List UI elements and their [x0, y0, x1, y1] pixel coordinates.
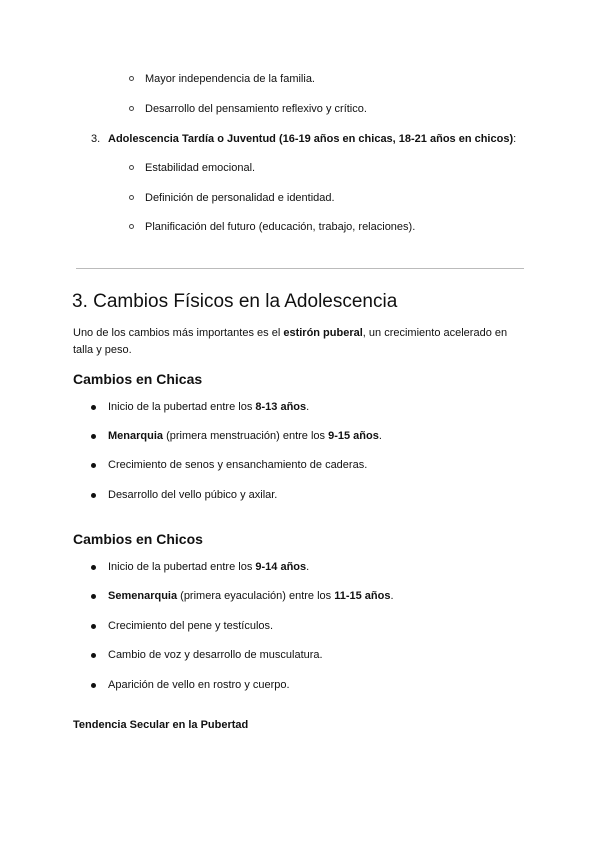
item-bold: 8-13 años — [255, 401, 307, 413]
item-text: (primera menstruación) entre los — [163, 430, 329, 442]
hollow-bullet-icon — [129, 224, 134, 229]
item-bold: Menarquia — [108, 430, 164, 442]
hollow-bullet-icon — [129, 76, 134, 81]
item-bold: Semenarquia — [108, 590, 178, 602]
list-item: Planificación del futuro (educación, trabajo, relaciones). — [145, 221, 416, 233]
list-item: Desarrollo del vello púbico y axilar. — [108, 489, 278, 501]
intro-bold: estirón puberal — [283, 327, 363, 339]
bullet-icon — [91, 405, 96, 410]
list-item: Crecimiento de senos y ensanchamiento de caderas. — [108, 459, 368, 471]
item-text: (primera eyaculación) entre los — [177, 590, 335, 602]
item-text: . — [306, 401, 310, 413]
intro-text-end: , un crecimiento acelerado en talla y peso. — [73, 327, 508, 356]
list-item: Estabilidad emocional. — [145, 162, 256, 174]
item-text: Inicio de la pubertad entre los — [108, 401, 256, 413]
item-bold: 9-15 años — [328, 430, 379, 442]
list-item — [108, 560, 309, 574]
item-text: Inicio de la pubertad entre los — [108, 561, 256, 573]
list-item — [108, 429, 382, 443]
hollow-bullet-icon — [129, 195, 134, 200]
stage-title — [108, 132, 516, 146]
list-item — [108, 400, 309, 414]
hollow-bullet-icon — [129, 106, 134, 111]
list-number: 3. — [91, 133, 101, 145]
stage-title-bold: Adolescencia Tardía o Juventud (16-19 años en chicas, 18-21 años en chicos) — [108, 133, 514, 145]
bullet-icon — [91, 653, 96, 658]
list-item: Definición de personalidad e identidad. — [145, 192, 335, 204]
item-bold: 11-15 años — [334, 590, 391, 602]
subsection-heading-boys: Cambios en Chicos — [73, 531, 203, 547]
list-item: Cambio de voz y desarrollo de musculatura. — [108, 649, 323, 661]
intro-paragraph — [73, 325, 528, 359]
item-bold: 9-14 años — [255, 561, 307, 573]
minor-heading — [73, 718, 248, 732]
horizontal-divider — [76, 268, 524, 269]
item-text: . — [378, 430, 382, 442]
subsection-heading-girls: Cambios en Chicas — [73, 371, 203, 387]
bullet-icon — [91, 683, 96, 688]
bullet-icon — [91, 624, 96, 629]
item-text: . — [390, 590, 394, 602]
bullet-icon — [91, 463, 96, 468]
list-item: Aparición de vello en rostro y cuerpo. — [108, 679, 290, 691]
list-item: Crecimiento del pene y testículos. — [108, 620, 274, 632]
list-item — [108, 589, 394, 603]
list-item: Mayor independencia de la familia. — [145, 73, 315, 85]
intro-text: Uno de los cambios más importantes es el — [73, 327, 284, 339]
item-text: . — [306, 561, 310, 573]
list-item: Desarrollo del pensamiento reflexivo y crítico. — [145, 103, 367, 115]
bullet-icon — [91, 594, 96, 599]
section-heading: 3. Cambios Físicos en la Adolescencia — [72, 291, 398, 312]
bullet-icon — [91, 434, 96, 439]
minor-heading-text: Tendencia Secular en la Pubertad — [73, 719, 249, 731]
hollow-bullet-icon — [129, 165, 134, 170]
bullet-icon — [91, 493, 96, 498]
bullet-icon — [91, 565, 96, 570]
stage-title-colon: : — [513, 133, 517, 145]
